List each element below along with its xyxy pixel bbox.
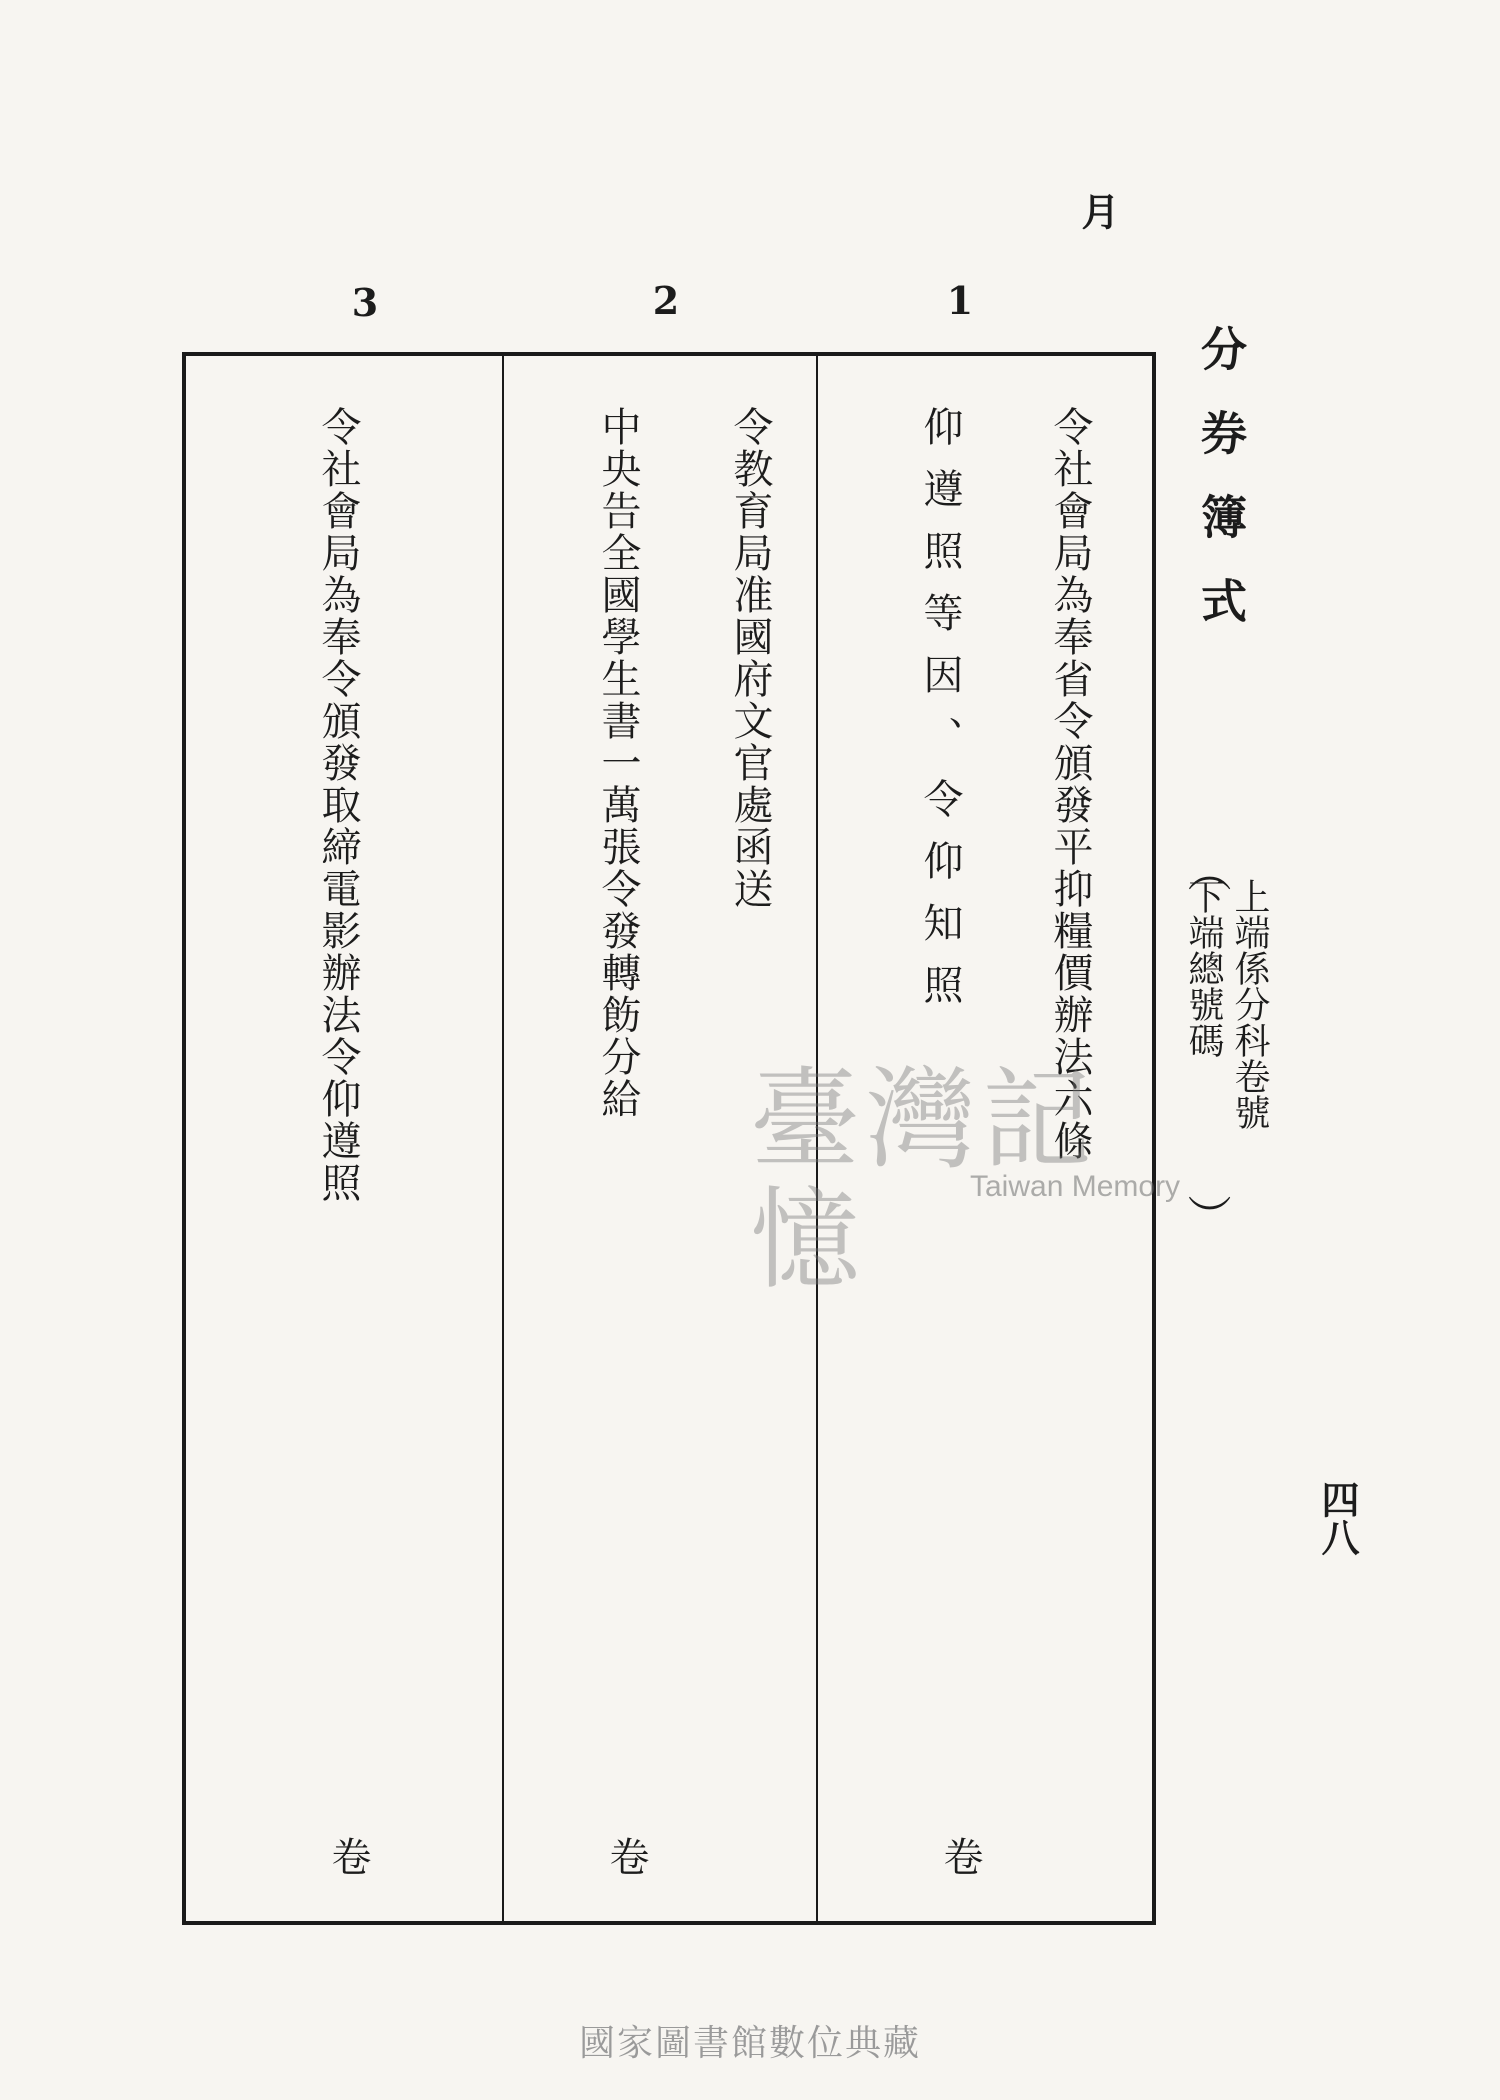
watermark-logo bbox=[750, 1056, 1210, 1304]
entry-2-volume: 卷 bbox=[603, 1836, 649, 1876]
note-paren-close: ） bbox=[1182, 1194, 1233, 1238]
column-number-3: 3 bbox=[351, 280, 379, 325]
entry-2-line1: 令教育局准國府文官處函送 bbox=[727, 406, 773, 910]
entry-1-line2: 仰遵照等因、令仰知照 bbox=[917, 406, 963, 1026]
column-number-2: 2 bbox=[652, 278, 680, 323]
title-note-line2: 下端總號碼 bbox=[1183, 878, 1224, 1058]
note-paren-open: （ bbox=[1182, 848, 1233, 892]
page-title: 分券簿式 bbox=[1194, 325, 1248, 661]
entry-1-volume: 卷 bbox=[937, 1836, 983, 1876]
watermark-chinese: 臺灣記憶 bbox=[750, 1056, 1098, 1304]
page-number: 四八 bbox=[1315, 1480, 1360, 1556]
column-divider-2-3 bbox=[502, 356, 504, 1921]
column-number-1: 1 bbox=[946, 278, 974, 323]
entry-1-line1: 令社會局為奉省令頒發平抑糧價辦法六條 bbox=[1047, 406, 1093, 1162]
entry-3-line1: 令社會局為奉令頒發取締電影辦法令仰遵照 bbox=[315, 406, 361, 1204]
footer-credit: 國家圖書館數位典藏 bbox=[578, 2023, 921, 2064]
entry-2-line2: 中央告全國學生書一萬張令發轉飭分給 bbox=[595, 406, 641, 1120]
watermark-english: Taiwan Memory bbox=[970, 1170, 1181, 1203]
entry-3-volume: 卷 bbox=[325, 1836, 371, 1876]
title-note-line1: 上端係分科卷號 bbox=[1229, 878, 1270, 1130]
month-label: 月 bbox=[1075, 192, 1120, 230]
